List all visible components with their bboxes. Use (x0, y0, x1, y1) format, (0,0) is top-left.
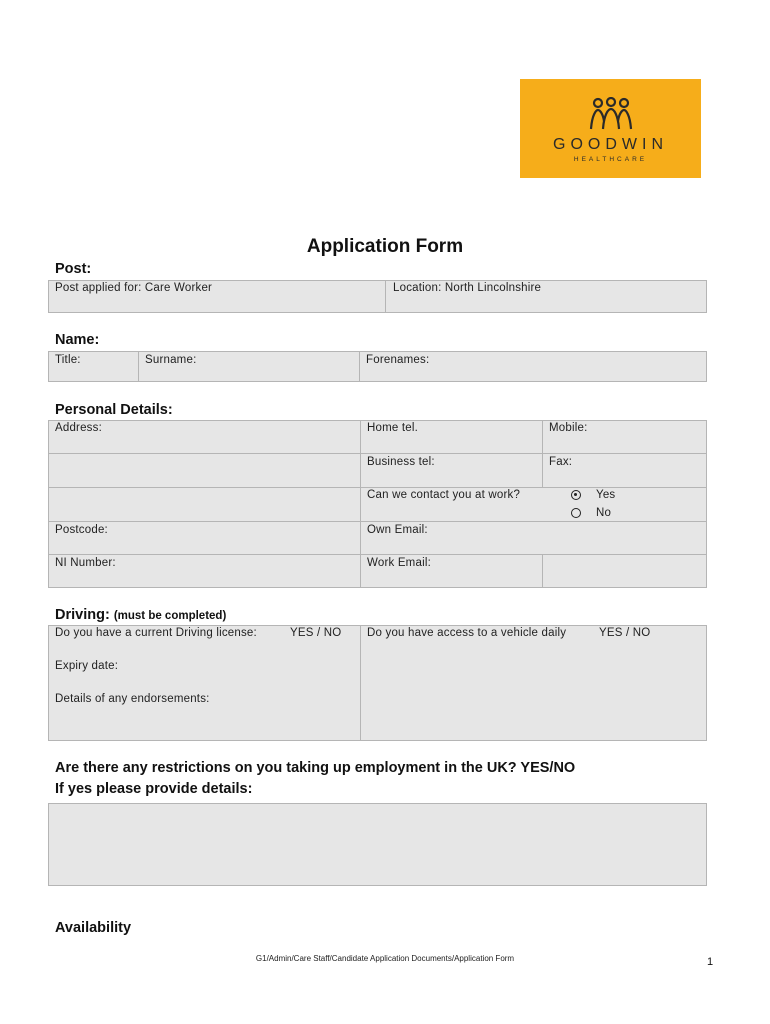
footer-path: G1/Admin/Care Staff/Candidate Application Documents/Application Form (255, 954, 515, 963)
page-number: 1 (707, 956, 714, 968)
location-field[interactable]: Location: North Lincolnshire (393, 282, 542, 294)
logo-subtitle: HEALTHCARE (573, 156, 648, 163)
driving-heading (55, 607, 226, 623)
divider (542, 554, 543, 588)
page-title: Application Form (306, 236, 464, 257)
license-question: Do you have a current Driving license: (55, 627, 257, 639)
logo-brand: GOODWIN (553, 136, 668, 153)
forenames-field[interactable]: Forenames: (366, 354, 430, 366)
divider (360, 420, 361, 588)
divider (138, 351, 139, 382)
people-icon (588, 97, 634, 133)
divider (385, 280, 386, 313)
vehicle-question: Do you have access to a vehicle daily (367, 627, 567, 639)
post-applied-field[interactable]: Post applied for: Care Worker (55, 282, 213, 294)
divider (48, 487, 707, 488)
mobile-field[interactable]: Mobile: (549, 422, 588, 434)
home-tel-field[interactable]: Home tel. (367, 422, 419, 434)
postcode-field[interactable]: Postcode: (55, 524, 108, 536)
restrictions-details-box[interactable] (48, 803, 707, 886)
ni-number-field[interactable]: NI Number: (55, 557, 116, 569)
license-yes-no[interactable]: YES / NO (290, 627, 342, 639)
divider (48, 453, 707, 454)
divider (48, 521, 707, 522)
contact-no-radio[interactable] (571, 508, 581, 518)
address-field[interactable]: Address: (55, 422, 102, 434)
business-tel-field[interactable]: Business tel: (367, 456, 435, 468)
divider (48, 554, 707, 555)
divider (542, 420, 543, 487)
work-email-field[interactable]: Work Email: (367, 557, 431, 569)
name-heading: Name: (55, 332, 100, 348)
post-heading: Post: (55, 261, 92, 277)
personal-details-heading: Personal Details: (55, 402, 173, 418)
company-logo (520, 79, 701, 178)
contact-at-work-label: Can we contact you at work? (367, 489, 521, 501)
driving-note: (must be completed) (113, 610, 227, 622)
restrictions-details-label: If yes please provide details: (55, 781, 253, 797)
driving-table (48, 625, 707, 741)
divider (360, 625, 361, 741)
own-email-field[interactable]: Own Email: (367, 524, 428, 536)
title-field[interactable]: Title: (55, 354, 81, 366)
fax-field[interactable]: Fax: (549, 456, 573, 468)
divider (359, 351, 360, 382)
availability-heading: Availability (55, 920, 132, 936)
contact-yes-radio[interactable] (571, 490, 581, 500)
surname-field[interactable]: Surname: (145, 354, 197, 366)
contact-no-label: No (596, 507, 612, 519)
contact-yes-label: Yes (596, 489, 616, 501)
vehicle-yes-no[interactable]: YES / NO (599, 627, 651, 639)
driving-heading-label: Driving: (55, 607, 110, 623)
endorsements-field[interactable]: Details of any endorsements: (55, 693, 210, 705)
restrictions-question: Are there any restrictions on you taking up employment in the UK? YES/NO (55, 760, 576, 776)
expiry-date-field[interactable]: Expiry date: (55, 660, 119, 672)
